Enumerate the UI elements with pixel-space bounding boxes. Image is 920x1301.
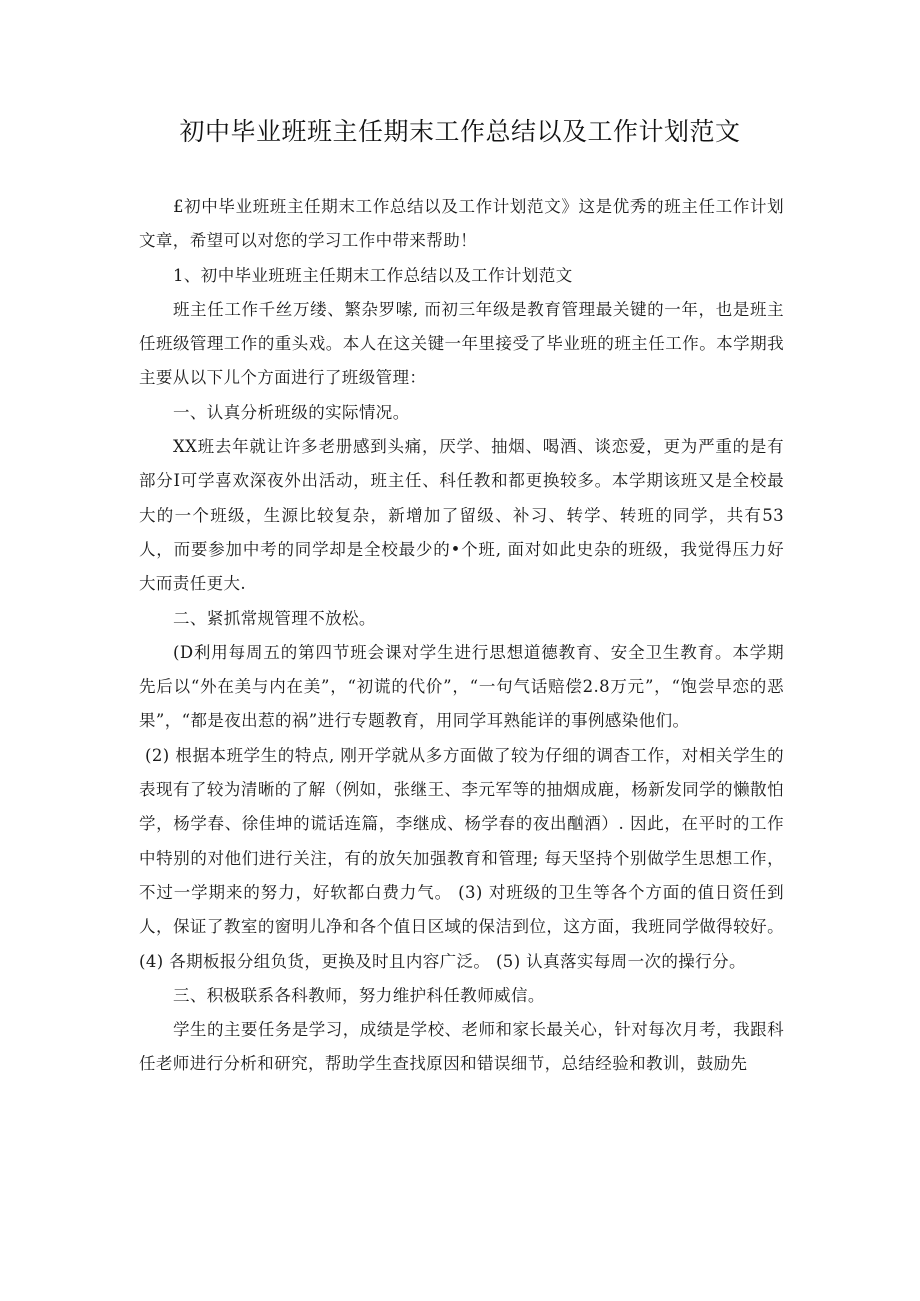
section-heading: 二、紧抓常规管理不放松。 — [173, 608, 376, 628]
body-paragraph: XX班去年就让许多老册感到头痛，厌学、抽烟、喝酒、谈恋爱，更为严重的是有部分I可学喜欢深夜外出活动，班主任、科任教和都更换较多。本学期该班又是全校最大的一个班级，生源比较复杂，新增加了留级、补习、转学、转班的同学，共有53人，而要参加中考的同学却是全校最少的•个班, 面对如此史杂的班级，我觉得压力好大而责任更大. — [139, 437, 784, 594]
section-heading: 一、认真分析班级的实际情况。 — [173, 402, 410, 422]
section-heading: 三、积极联系各科教师，努力维护科任教师威信。 — [173, 985, 545, 1005]
document-title: 初中毕业班班主任期末工作总结以及工作计划范文 — [179, 117, 741, 146]
body-paragraph: (D利用每周五的第四节班会课对学生进行思想道德教育、安全卫生教育。本学期先后以“外在美与内在美”，“初谎的代价”，“一句气话赔偿2.8万元”，“饱尝早恋的恶果”，“都是夜出惹的祸”进行专题教育，用同学耳熟能详的事例感染他们。 — [139, 642, 784, 731]
body-paragraph: (2) 根据本班学生的特点, 刚开学就从多方面做了较为仔细的调杳工作，对相关学生的表现有了较为清晰的了解（例如，张继王、李元军等的抽烟成鹿，杨新发同学的懒散怕学，杨学春、徐佳坤的谎话连篇，李继成、杨学春的夜出酗酒）. 因此，在平时的工作中特别的对他们进行关注，有的放矢加强教育和管理; 每天坚持个别做学生思想工作，不过一学期来的努力，好软都白费力气。 (3) 对班级的卫生等各个方面的值日资任到人，保证了教室的窗明儿净和各个值日区域的保洁到位，这方面，我班同学做得较好。 (4) 各期板报分组负货，更换及时且内容广泛。 (5) 认真落实每周一次的操行分。 — [139, 745, 784, 971]
section-heading: 1、初中毕业班班主任期末工作总结以及工作计划范文 — [173, 265, 573, 285]
intro-paragraph: £初中毕业班班主任期末工作总结以及工作计划范文》这是优秀的班主任工作计划文章，希望可以对您的学习工作中带来帮助！ — [139, 197, 784, 251]
document-body — [139, 190, 784, 1082]
body-paragraph: 班主任工作千丝万缕、繁杂罗嗦, 而初三年级是教育管理最关键的一年，也是班主任班级管理工作的重头戏。本人在这关键一年里接受了毕业班的班主任工作。本学期我主要从以下儿个方面进行了班级管理： — [139, 299, 784, 388]
body-paragraph: 学生的主要任务是学习，成绩是学校、老师和家长最关心，针对每次月考，我跟科任老师进行分析和研究，帮助学生查找原因和错误细节，总结经验和教训，鼓励先 — [139, 1020, 784, 1074]
